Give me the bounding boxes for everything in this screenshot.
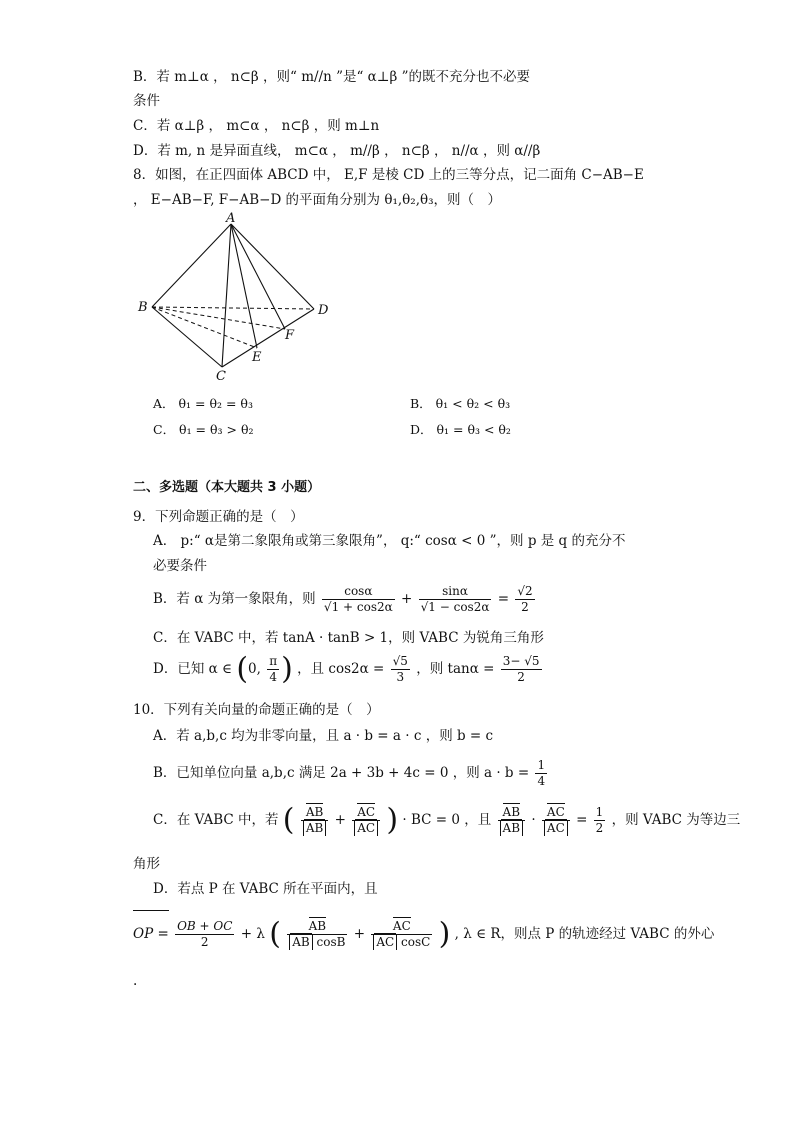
edge-bc	[152, 307, 222, 367]
q10-option-b: B．已知单位向量 a,b,c 满足 2a + 3b + 4c = 0 ，则 a · b = $\frac{1}{4}$	[153, 758, 546, 788]
edge-ad	[231, 224, 314, 309]
section-title-multi-choice: 二、多选题（本大题共 3 小题）	[133, 480, 321, 495]
q10-option-d-period: .	[133, 973, 138, 989]
q8-option-d[interactable]: D． θ₁ = θ₃ < θ₂	[410, 422, 511, 437]
vertex-label-d: D	[318, 303, 329, 318]
q7-option-c: C．若 α⊥β ， m⊂α ， n⊂β ，则 m⊥n	[133, 118, 380, 134]
vertex-label-b: B	[138, 300, 148, 315]
edge-cd	[222, 309, 314, 367]
q9-stem: 9．下列命题正确的是（ ）	[133, 509, 304, 525]
q8-stem-line2: ， E−AB−F, F−AB−D 的平面角分别为 θ₁,θ₂,θ₃，则（ ）	[133, 192, 502, 208]
edge-ae	[231, 224, 257, 348]
edge-ac	[222, 224, 231, 367]
q10-stem: 10．下列有关向量的命题正确的是（ ）	[133, 702, 380, 718]
vertex-label-a: A	[226, 212, 236, 226]
q9-b-fraction-2: $\frac{\sin\alpha}{√1 - \cos 2\alpha}$	[420, 584, 490, 614]
q8-stem-line1: 8．如图，在正四面体 ABCD 中， E,F 是棱 CD 上的三等分点，记二面角 C−AB−E	[133, 167, 644, 183]
tetrahedron-figure	[130, 212, 340, 382]
edge-bd	[152, 307, 314, 309]
q9-d-pi-fraction: $\frac{\pi}{4}$	[269, 654, 278, 684]
q9-b-fraction-1: $\frac{\cos\alpha}{√1 + \cos 2\alpha}$	[323, 584, 393, 614]
q10-option-d-line2: OP = $\frac{OB + OC}{2}$ + λ ( $\frac{AB}{\text{AB cosB}}$ + $\frac{AC}{\text{AC cosC}}$ ) , λ ∈ R，则点 P 的轨迹经过 VABC 的外心	[133, 912, 714, 957]
q9-b-fraction-3: $\frac{√2}{2}$	[517, 584, 533, 614]
vertex-label-c: C	[216, 369, 226, 382]
vertex-label-e: E	[252, 350, 262, 365]
q9-option-a-line1: A． p:“ α是第二象限角或第三象限角”， q:“ cosα < 0 ”，则 p 是 q 的充分不	[153, 533, 626, 549]
q10-option-d-line1: D．若点 P 在 VABC 所在平面内，且	[153, 881, 378, 897]
q10-option-c: C．在 VABC 中，若 ( $\frac{AB}{AB}$ + $\frac{AC}{AC}$ ) · BC = 0 ，且 $\frac{AB}{AB}$ · $\frac{AC}{AC}$ = $\frac{1}{2}$ ，则 VABC 为等边三	[153, 802, 741, 838]
vertex-label-f: F	[285, 328, 295, 343]
q10-b-fraction: $\frac{1}{4}$	[537, 758, 546, 788]
q8-option-b[interactable]: B． θ₁ < θ₂ < θ₃	[410, 396, 511, 411]
q9-option-d: D．已知 α ∈ (0, $\frac{\pi}{4}$ ) ，且 cos2α = $\frac{√5}{3}$ ，则 tanα = $\frac{3- √5}{2}$	[153, 651, 540, 687]
q10-option-a: A．若 a,b,c 均为非零向量，且 a · b = a · c ，则 b = c	[153, 728, 494, 744]
edge-ab	[152, 224, 231, 307]
q8-option-c[interactable]: C． θ₁ = θ₃ > θ₂	[153, 422, 254, 437]
q9-option-c: C．在 VABC 中，若 tanA · tanB > 1，则 VABC 为锐角三角形	[153, 630, 544, 646]
q7-option-b-line2: 条件	[133, 93, 160, 109]
edge-be	[152, 307, 257, 348]
edge-bf	[152, 307, 285, 329]
q9-d-tan-fraction: $\frac{3- √5}{2}$	[502, 654, 540, 684]
q9-option-b-prefix: B．若 α 为第一象限角，则	[153, 591, 316, 607]
q9-option-a-line2: 必要条件	[153, 558, 207, 574]
edge-af	[231, 224, 285, 329]
q9-d-cos-fraction: $\frac{√5}{3}$	[392, 654, 408, 684]
q10-option-c-line2: 角形	[133, 856, 160, 872]
q9-option-b: B．若 α 为第一象限角，则 $\frac{\cos\alpha}{√1 + \cos 2\alpha}$ + $\frac{\sin\alpha}{√1 - \cos 2\alpha}$ = $\frac{√2}{2}$	[153, 584, 533, 614]
q8-option-a[interactable]: A． θ₁ = θ₂ = θ₃	[153, 396, 253, 411]
q7-option-d: D．若 m, n 是异面直线， m⊂α ， m//β ， n⊂β ， n//α ，则 α//β	[133, 143, 541, 159]
q7-option-b-line1: B．若 m⊥α ， n⊂β ，则“ m//n ”是“ α⊥β ”的既不充分也不必要	[133, 69, 530, 85]
